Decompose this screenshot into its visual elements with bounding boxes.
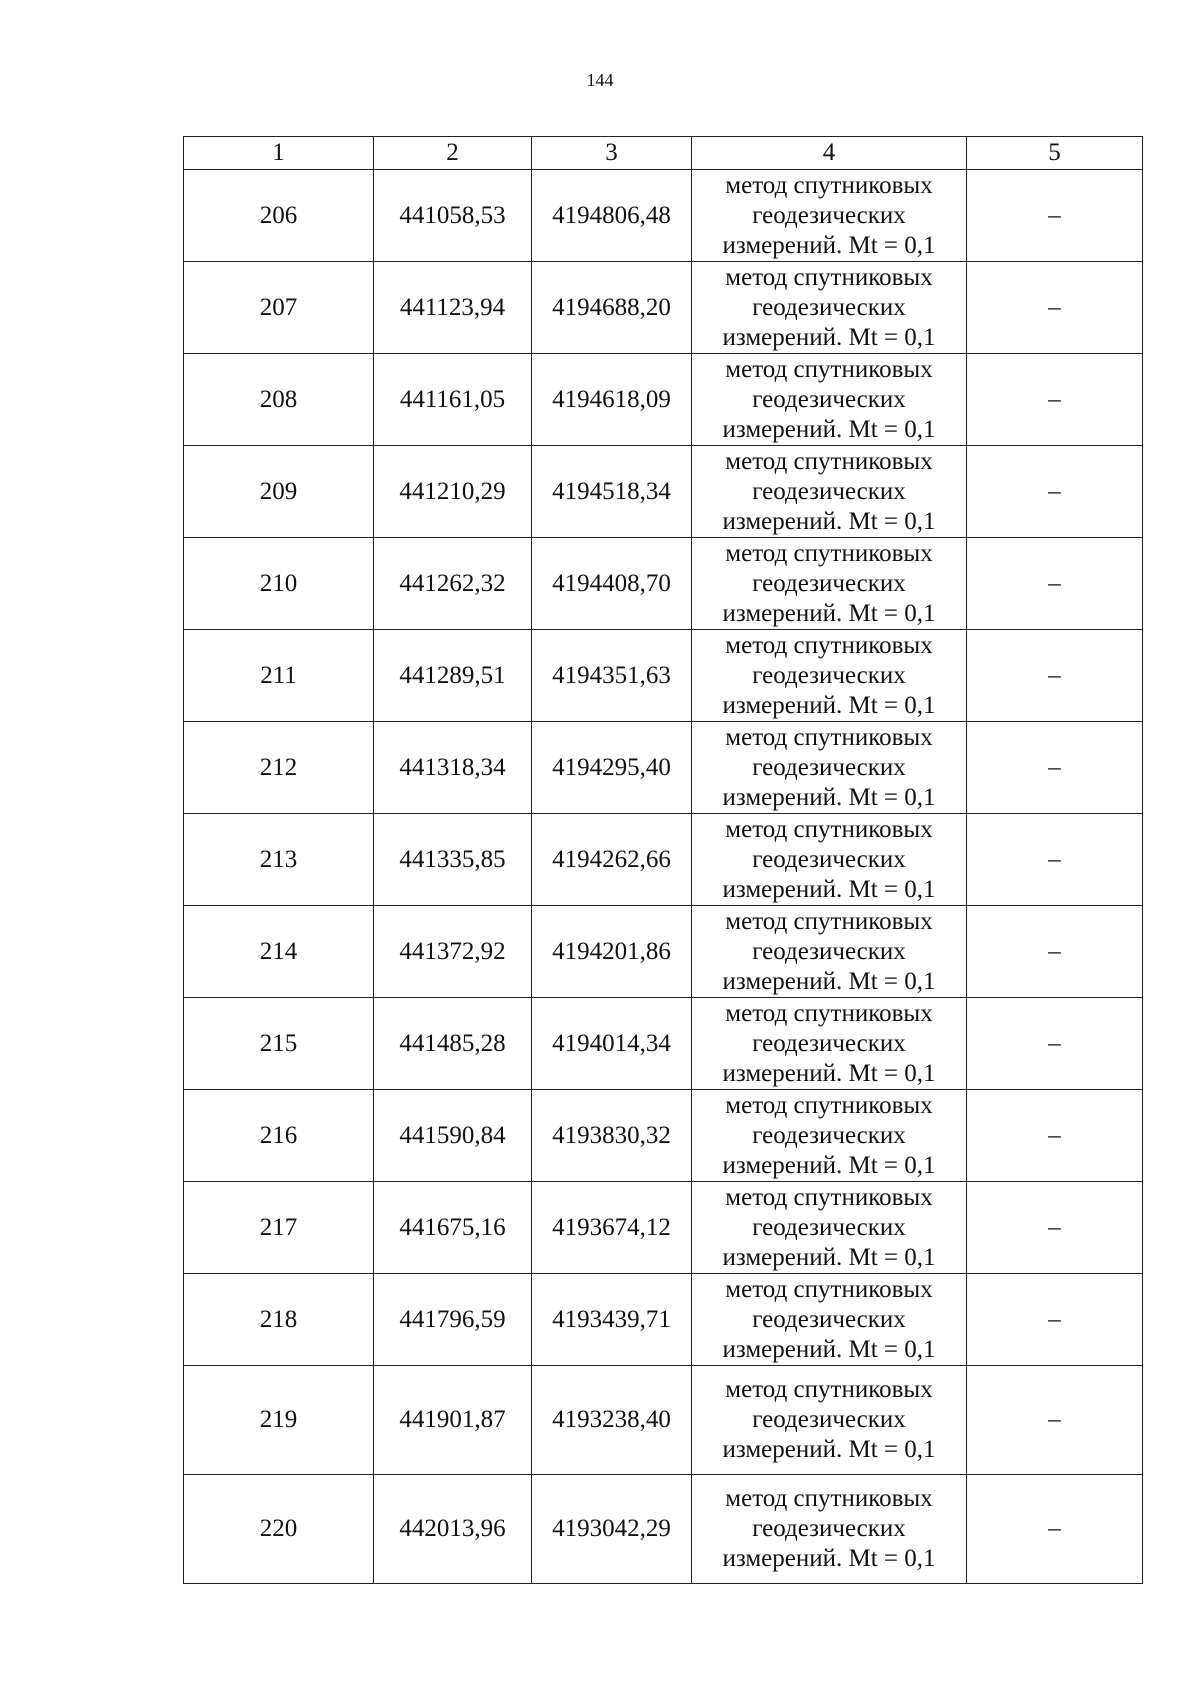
coordinates-table [183,136,1143,1584]
point-number-cell: 208 [184,354,374,446]
note-cell: – [967,906,1143,998]
method-line: геодезических [752,845,906,873]
point-number-cell: 209 [184,446,374,538]
method-line: геодезических [752,1121,906,1149]
x-coordinate-cell: 441318,34 [374,722,532,814]
column-header-2: 2 [374,137,532,170]
method-line: геодезических [752,661,906,689]
note-cell: – [967,446,1143,538]
x-coordinate-cell: 441335,85 [374,814,532,906]
x-coordinate-cell: 441796,59 [374,1274,532,1366]
method-line: метод спутниковых [725,1275,933,1303]
x-coordinate-cell: 441210,29 [374,446,532,538]
table-row [184,170,1143,262]
point-number-cell: 214 [184,906,374,998]
method-cell [692,446,967,538]
method-line: метод спутниковых [725,907,933,935]
table-body [184,170,1143,1584]
method-line: измерений. Mt = 0,1 [722,1151,936,1179]
table-row [184,814,1143,906]
y-coordinate-cell: 4194518,34 [532,446,692,538]
point-number-cell: 219 [184,1366,374,1475]
method-line: измерений. Mt = 0,1 [722,783,936,811]
column-header-3: 3 [532,137,692,170]
method-line: измерений. Mt = 0,1 [722,1436,936,1463]
x-coordinate-cell: 441289,51 [374,630,532,722]
method-line: геодезических [752,1515,906,1542]
note-cell: – [967,354,1143,446]
point-number-cell: 210 [184,538,374,630]
table-row [184,630,1143,722]
method-line: метод спутниковых [725,723,933,751]
method-line: геодезических [752,1213,906,1241]
method-cell [692,814,967,906]
method-line: метод спутниковых [725,631,933,659]
method-line: метод спутниковых [725,999,933,1027]
note-cell: – [967,538,1143,630]
method-cell [692,1182,967,1274]
x-coordinate-cell: 441262,32 [374,538,532,630]
method-cell [692,538,967,630]
table-row [184,1366,1143,1475]
method-line: метод спутниковых [725,539,933,567]
method-line: метод спутниковых [725,171,933,199]
method-line: геодезических [752,201,906,229]
method-line: метод спутниковых [725,1485,933,1512]
method-line: метод спутниковых [725,1091,933,1119]
note-cell: – [967,1475,1143,1584]
method-line: геодезических [752,477,906,505]
method-line: метод спутниковых [725,1376,933,1403]
x-coordinate-cell: 441372,92 [374,906,532,998]
method-cell [692,906,967,998]
method-line: измерений. Mt = 0,1 [722,231,936,259]
y-coordinate-cell: 4194014,34 [532,998,692,1090]
table-row [184,722,1143,814]
table-row [184,1090,1143,1182]
table-row [184,906,1143,998]
method-line: измерений. Mt = 0,1 [722,1335,936,1363]
method-line: измерений. Mt = 0,1 [722,967,936,995]
note-cell: – [967,630,1143,722]
point-number-cell: 216 [184,1090,374,1182]
method-line: измерений. Mt = 0,1 [722,1545,936,1572]
x-coordinate-cell: 441901,87 [374,1366,532,1475]
method-line: метод спутниковых [725,263,933,291]
note-cell: – [967,1090,1143,1182]
method-line: геодезических [752,1406,906,1433]
table-row [184,446,1143,538]
method-cell [692,630,967,722]
header-row [184,137,1143,170]
point-number-cell: 206 [184,170,374,262]
y-coordinate-cell: 4194408,70 [532,538,692,630]
method-line: геодезических [752,385,906,413]
y-coordinate-cell: 4193042,29 [532,1475,692,1584]
point-number-cell: 218 [184,1274,374,1366]
method-cell [692,170,967,262]
y-coordinate-cell: 4194262,66 [532,814,692,906]
y-coordinate-cell: 4193830,32 [532,1090,692,1182]
method-cell [692,1274,967,1366]
method-line: измерений. Mt = 0,1 [722,1243,936,1271]
x-coordinate-cell: 441590,84 [374,1090,532,1182]
y-coordinate-cell: 4194295,40 [532,722,692,814]
method-line: измерений. Mt = 0,1 [722,599,936,627]
method-cell [692,1475,967,1584]
column-header-1: 1 [184,137,374,170]
method-line: измерений. Mt = 0,1 [722,323,936,351]
method-line: измерений. Mt = 0,1 [722,875,936,903]
y-coordinate-cell: 4194806,48 [532,170,692,262]
x-coordinate-cell: 441485,28 [374,998,532,1090]
table-row [184,1182,1143,1274]
method-line: геодезических [752,1029,906,1057]
method-line: геодезических [752,1305,906,1333]
y-coordinate-cell: 4194618,09 [532,354,692,446]
column-header-5: 5 [967,137,1143,170]
point-number-cell: 212 [184,722,374,814]
method-line: метод спутниковых [725,355,933,383]
method-line: измерений. Mt = 0,1 [722,415,936,443]
method-line: геодезических [752,293,906,321]
method-cell [692,262,967,354]
method-line: измерений. Mt = 0,1 [722,507,936,535]
x-coordinate-cell: 442013,96 [374,1475,532,1584]
point-number-cell: 215 [184,998,374,1090]
method-line: измерений. Mt = 0,1 [722,1059,936,1087]
method-cell [692,354,967,446]
y-coordinate-cell: 4193674,12 [532,1182,692,1274]
method-line: метод спутниковых [725,1183,933,1211]
table-row [184,354,1143,446]
point-number-cell: 207 [184,262,374,354]
y-coordinate-cell: 4193439,71 [532,1274,692,1366]
table-row [184,538,1143,630]
table-row [184,1475,1143,1584]
method-line: геодезических [752,753,906,781]
note-cell: – [967,262,1143,354]
point-number-cell: 211 [184,630,374,722]
x-coordinate-cell: 441675,16 [374,1182,532,1274]
note-cell: – [967,170,1143,262]
note-cell: – [967,722,1143,814]
point-number-cell: 213 [184,814,374,906]
method-line: геодезических [752,569,906,597]
note-cell: – [967,814,1143,906]
note-cell: – [967,1366,1143,1475]
method-cell [692,1366,967,1475]
page-number: 144 [586,70,614,90]
x-coordinate-cell: 441058,53 [374,170,532,262]
note-cell: – [967,1182,1143,1274]
method-line: измерений. Mt = 0,1 [722,691,936,719]
method-line: метод спутниковых [725,815,933,843]
method-line: метод спутниковых [725,447,933,475]
table-row [184,998,1143,1090]
y-coordinate-cell: 4194351,63 [532,630,692,722]
method-cell [692,998,967,1090]
table-row [184,1274,1143,1366]
point-number-cell: 217 [184,1182,374,1274]
method-cell [692,1090,967,1182]
x-coordinate-cell: 441123,94 [374,262,532,354]
note-cell: – [967,1274,1143,1366]
note-cell: – [967,998,1143,1090]
method-cell [692,722,967,814]
column-header-4: 4 [692,137,967,170]
point-number-cell: 220 [184,1475,374,1584]
y-coordinate-cell: 4194688,20 [532,262,692,354]
table-row [184,262,1143,354]
y-coordinate-cell: 4193238,40 [532,1366,692,1475]
y-coordinate-cell: 4194201,86 [532,906,692,998]
method-line: геодезических [752,937,906,965]
x-coordinate-cell: 441161,05 [374,354,532,446]
